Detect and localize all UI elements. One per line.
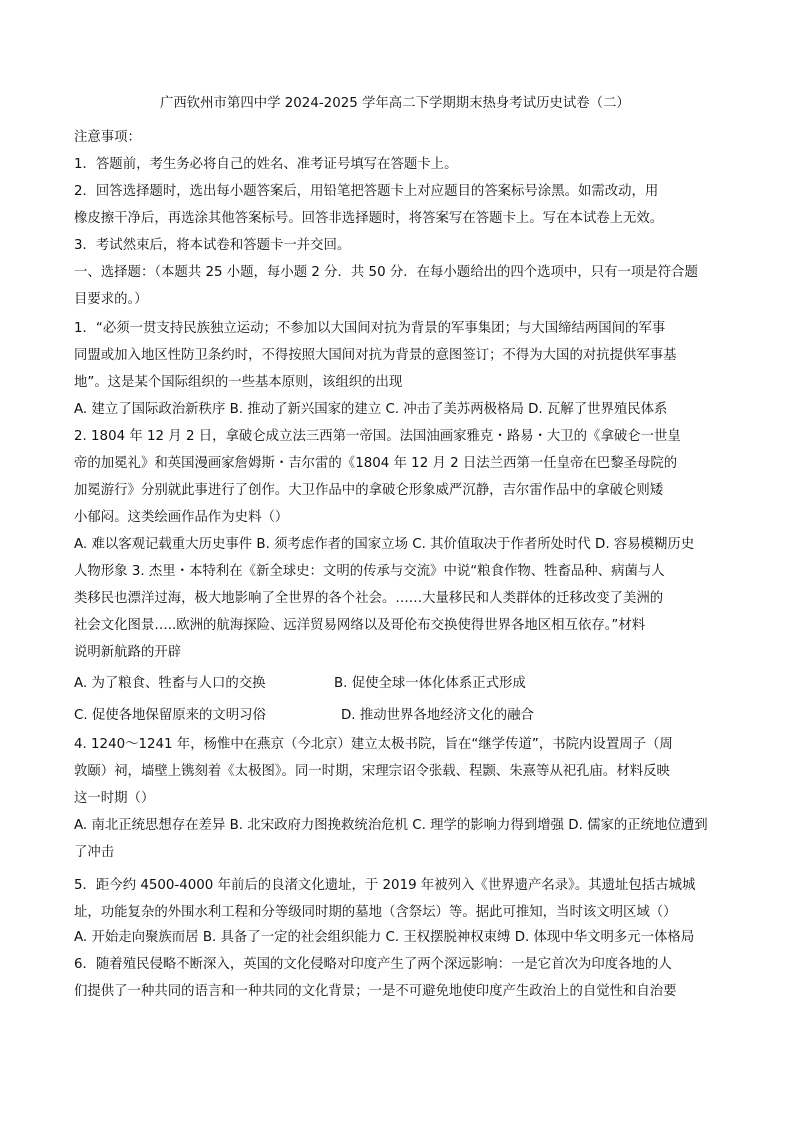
question-line: 同盟或加入地区性防卫条约时，不得按照大国间对抗为背景的意图签订；不得为大国的对抗提供军事基 — [74, 348, 677, 363]
question-line: 类移民也漂洋过海，极大地影响了全世界的各个社会。……大量移民和人类群体的迁移改变了美洲的 — [74, 591, 664, 606]
question-line: 址，功能复杂的外围水利工程和分等级同时期的墓地（含祭坛）等。据此可推知，当时该文明区域（） — [74, 905, 677, 920]
answer-options: A. 建立了国际政治新秩序 B. 推动了新兴国家的建立 C. 冲击了美苏两极格局 D. 瓦解了世界殖民体系 — [74, 402, 668, 417]
question-line: 敦颐）祠，墙壁上镌刻着《太极图》。同一时期，宋理宗诏令张载、程颢、朱熹等从祀孔庙。材料反映 — [74, 764, 670, 779]
answer-option-b: B. 促使全球一体化体系正式形成 — [334, 676, 526, 691]
section-heading: 一、选择题：（本题共 25 小题，每小题 2 分．共 50 分．在每小题给出的四个选项中，只有一项是符合题 — [74, 265, 698, 280]
question-line: 加冕游行》分别就此事进行了创作。大卫作品中的拿破仑形象威严沉静，吉尔雷作品中的拿破仑则矮 — [74, 483, 664, 498]
question-line: 人物形象 3. 杰里・本特利在《新全球史：文明的传承与交流》中说“粮食作物、牲畜品种、病菌与人 — [74, 564, 665, 579]
question-line: 6．随着殖民侵略不断深入，英国的文化侵略对印度产生了两个深远影响：一是它首次为印度各地的人 — [74, 957, 672, 972]
notice-line: 橡皮擦干净后，再选涂其他答案标号。回答非选择题时，将答案写在答题卡上。写在本试卷上无效。 — [74, 211, 664, 226]
question-line: 4. 1240～1241 年，杨惟中在燕京（今北京）建立太极书院，旨在“继学传道”，书院内设置周子（周 — [74, 737, 673, 752]
notice-line: 1．答题前，考生务必将自己的姓名、准考证号填写在答题卡上。 — [74, 157, 458, 172]
answer-options: A. 南北正统思想存在差异 B. 北宋政府力图挽救统治危机 C. 理学的影响力得到增强 D. 儒家的正统地位遭到 — [74, 818, 708, 833]
answer-option-d: D. 推动世界各地经济文化的融合 — [341, 708, 534, 723]
section-heading: 目要求的。） — [74, 292, 148, 307]
question-line: 2. 1804 年 12 月 2 日，拿破仑成立法三西第一帝国。法国油画家雅克・路易・大卫的《拿破仑一世皇 — [74, 429, 681, 444]
page-title: 广西钦州市第四中学 2024-2025 学年高二下学期期末热身考试历史试卷（二） — [160, 96, 630, 111]
answer-option-c: C. 促使各地保留原来的文明习俗 — [74, 708, 266, 723]
question-line: 说明新航路的开辟 — [74, 645, 182, 660]
question-line: 帝的加冕礼》和英国漫画家詹姆斯・吉尔雷的《1804 年 12 月 2 日法兰西第一任皇帝在巴黎圣母院的 — [74, 456, 678, 471]
notice-line: 3．考试然束后，将本试卷和答题卡一并交回。 — [74, 238, 351, 253]
answer-options: A. 开始走向聚族而居 B. 具备了一定的社会组织能力 C. 王权摆脱神权束缚 D. 体现中华文明多元一体格局 — [74, 930, 695, 945]
answer-options: 了冲击 — [74, 845, 115, 860]
answer-option-a: A. 为了粮食、牲畜与人口的交换 — [74, 676, 266, 691]
question-line: 社会文化图景…..欧洲的航海探险、远洋贸易网络以及哥伦布交换使得世界各地区相互依存。”材料 — [74, 618, 646, 633]
notice-line: 2．回答选择题时，选出每小题答案后，用铅笔把答题卡上对应题目的答案标号涂黑。如需改动，用 — [74, 184, 659, 199]
question-line: 们提供了一种共同的语言和一种共同的文化背景；一是不可避免地使印度产生政治上的自觉性和自治要 — [74, 984, 677, 999]
question-line: 5．距今约 4500-4000 年前后的良渚文化遗址，于 2019 年被列入《世界遗产名录》。其遗址包括古城城 — [74, 878, 696, 893]
notice-heading: 注意事项： — [74, 130, 141, 145]
answer-options: A. 难以客观记载重大历史事件 B. 须考虑作者的国家立场 C. 其价值取决于作者所处时代 D. 容易模糊历史 — [74, 537, 695, 552]
question-line: 1．“必须一贯支持民族独立运动；不参加以大国间对抗为背景的军事集团；与大国缔结两国间的军事 — [74, 321, 666, 336]
question-line: 地”。这是某个国际组织的一些基本原则，该组织的出现 — [74, 375, 403, 390]
question-line: 这一时期（） — [74, 791, 155, 806]
question-line: 小郁闷。这类绘画作品作为史料（） — [74, 510, 289, 525]
